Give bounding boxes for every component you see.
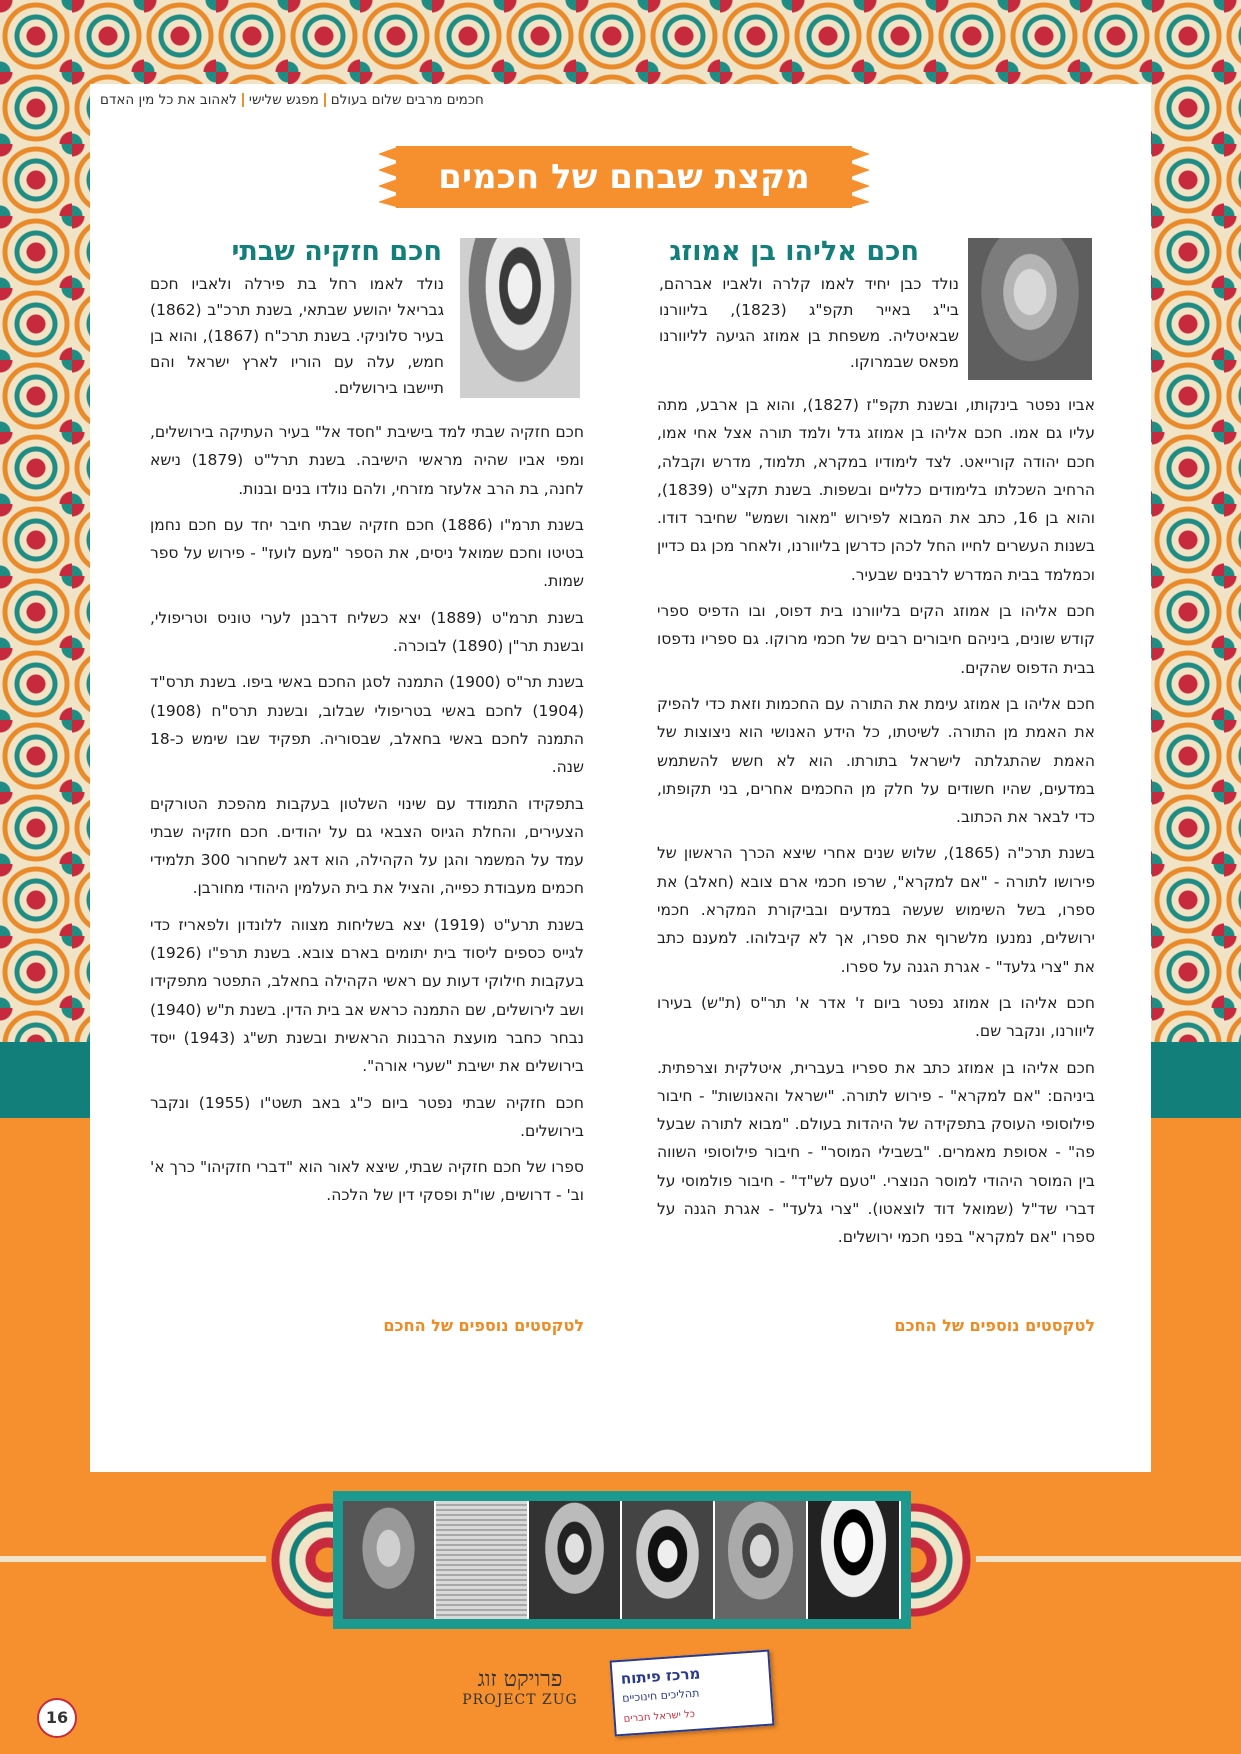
sage2-paragraph: ספרו של חכם חזקיה שבתי, שיצא לאור הוא "דברי חזקיהו" כרך א' וב' - דרושים, שו"ת ופסקי דין של הלכה. [150, 1158, 584, 1205]
sage-photo [808, 1501, 901, 1619]
tombstone-photo [436, 1501, 529, 1619]
sage1-paragraph: חכם אליהו בן אמוזג הקים בליוורנו בית דפוס, ובו הדפיס ספרי קודש שונים, ביניהם חיבורים רבים של חכמי מרוקו. גם ספריו נדפסו בבית הדפוס שהקים. [657, 602, 1095, 677]
title-banner [378, 146, 870, 208]
banner-zigzag-right [848, 146, 870, 208]
sage2-paragraph: בשנת תרע"ט (1919) יצא בשליחות מצווה ללונדון ולפאריז כדי לגייס כספים ליסוד בית יתומים בארם צובא. בשנת תרפ"ו (1926) בעקבות חילוקי דעות עם ראשי הקהילה בחאלב, התפטר מתפקידו ושב לירושלים, שם התמנה כראש אב בית הדין. בשנת ת"ש (1940) נבחר כחבר מועצת הרבנות הראשית ובשנת תש"ג (1943) ייסד בירושלים את ישיבת "שערי אורה". [150, 915, 584, 1076]
sages-photo-strip [333, 1491, 911, 1629]
center-logo-title: מרכז פיתוח [620, 1664, 701, 1688]
sage1-intro: נולד כבן יחיד לאמו קלרה ולאביו אברהם, בי"ג באייר תקפ"ג (1823), בליוורנו שבאיטליה. משפחת בן אמוזג הגיעה לליוורנו מפאס שבמרוקו. [659, 275, 959, 371]
sage2-name: חכם חזקיה שבתי [231, 236, 442, 267]
portrait-hizkiya-shabtai [460, 238, 580, 398]
sage1-paragraph: חכם אליהו בן אמוזג עימת את התורה עם החכמות וזאת כדי להפיק את האמת מן התורה. לשיטתו, כל הידע האנושי הוא ניצוצות של האמת שהתגלתה לישראל בתורתו. הוא לא חשש להשתמש במדעים, שהיו חשודים על חלק מן החכמים אחרים, בני תקופתו, כדי לבאר את הכתוב. [657, 694, 1095, 827]
sage2-intro: נולד לאמו רחל בת פירלה ולאביו חכם גבריאל יהושע שבתאי, בשנת תרכ"ב (1862) בעיר סלוניקי. בשנת תרכ"ח (1867), והוא בן חמש, עלה עם הוריו לארץ ישראל והם תיישבו בירושלים. [150, 275, 444, 397]
sage-photo [529, 1501, 622, 1619]
sage1-name: חכם אליהו בן אמוזג [669, 236, 919, 267]
sage2-paragraph: חכם חזקיה שבתי נפטר ביום כ"ג באב תשט"ו (1955) ונקבר בירושלים. [150, 1093, 584, 1140]
project-zug-logo [460, 1666, 580, 1714]
sage-photo [715, 1501, 808, 1619]
development-center-logo [610, 1650, 775, 1737]
center-logo-tag: כל ישראל חברים [623, 1708, 696, 1725]
sage1-paragraph: אביו נפטר בינקותו, ובשנת תקפ"ז (1827), והוא בן ארבע, מתה עליו גם אמו. חכם אליהו בן אמוזג גדל ולמד תורה אצל אחי אמו, חכם יהודה קורייאט. לצד לימודיו במקרא, תלמוד, מדרש וקבלה, הרחיב השכלתו בלימודים כלליים ובשפות. בשנת תקצ"ט (1839), והוא בן 16, כתב את המבוא לפירוש "מאור ושמש" שחיבר דודו. בשנות העשרים לחייו החל לכהן כדרשן בליוורנו, ולאחר מכן גם כדיין וכמלמד בבית המדרש לרבנים שבעיר. [657, 396, 1095, 584]
header-separator [324, 93, 326, 107]
photo-strip-inner [343, 1501, 901, 1619]
sage1-paragraph: חכם אליהו בן אמוזג כתב את ספריו בעברית, איטלקית וצרפתית. ביניהם: "אם למקרא" - פירוש לתורה. "ישראל והאנושות" - חיבור פילוסופי העוסק בתפקידה של היהדות בעולם. "מבוא לתורה שבעל פה" - אסופת מאמרים. "בשבילי המוסר" - חיבור פילוסופי השווה בין המוסר היהודי למוסר הנוצרי. "טעם לש"ד" - חיבור פולמוסי על דברי שד"ל (שמואל דוד לוצאטו). "צרי גלעד" - אגרת הגנה על ספרו "אם למקרא" בפני חכמי ירושלים. [657, 1058, 1095, 1247]
page-number: 16 [37, 1698, 77, 1738]
sage1-paragraph: בשנת תרכ"ה (1865), שלוש שנים אחרי שיצא הכרך הראשון של פירושו לתורה - "אם למקרא", שרפו חכמי ארם צובא (חאלב) את ספרו, בשל השימוש שעשה במדעים ובביקורת המקרא. חכמי ירושלים, נמנעו מלשרוף את ספרו, אך לא קיבלוהו. למענם כתב את "צרי גלעד" - אגרת הגנה על ספרו. [657, 844, 1095, 976]
sage2-body [150, 418, 584, 1218]
sage2-paragraph: בתפקידו התמודד עם שינוי השלטון בעקבות מהפכת הטורקים הצעירים, והחלת הגיוס הצבאי גם על יהודים. חכם חזקיה שבתי עמד על המשמר והגן על הקהילה, הוא דאג לשחרור 300 תלמידי חכמים מעבודת כפייה, והציל את בית העלמין היהודי מחורבן. [150, 794, 584, 898]
page-title: מקצת שבחם של חכמים [396, 146, 852, 208]
sage2-paragraph: בשנת תר"ס (1900) התמנה לסגן החכם באשי ביפו. בשנת תרס"ד (1904) לחכם באשי בטריפולי שבלוב, ובשנת תרס"ח (1908) התמנה לחכם באשי בחאלב, שבסוריה. תפקיד שבו שימש כ-18 שנה. [150, 673, 584, 777]
center-logo-subtitle: תהליכים חינוכיים [621, 1686, 700, 1705]
sage1-more-texts-link[interactable]: לטקסטים נוספים של החכם [894, 1316, 1095, 1335]
zug-logo-hebrew: פרויקט זוג [477, 1667, 563, 1692]
sage1-body [657, 391, 1095, 1260]
header-part-3: לאהוב את כל מין האדם [100, 92, 237, 108]
header-separator [242, 93, 244, 107]
sage-photo [622, 1501, 715, 1619]
sage1-paragraph: חכם אליהו בן אמוזג נפטר ביום ז' אדר א' תר"ס (ת"ש) בעירו ליוורנו, ונקבר שם. [657, 993, 1095, 1041]
header-part-1: חכמים מרבים שלום בעולם [330, 92, 484, 108]
running-header [100, 92, 484, 112]
sage2-paragraph: בשנת תרמ"ט (1889) יצא כשליח דרבנן לערי טוניס וטריפולי, ובשנת תר"ן (1890) לבוכרה. [150, 608, 584, 656]
sage-photo [343, 1501, 436, 1619]
zug-logo-english: PROJECT ZUG [462, 1692, 578, 1708]
sage2-paragraph: בשנת תרמ"ו (1886) חכם חזקיה שבתי חיבר יחד עם חכם נחמן בטיטו וחכם שמואל ניסים, את הספר "מעם לועז" - פירוש על ספר שמות. [150, 515, 584, 591]
header-part-2: מפגש שלישי [248, 92, 319, 108]
sage2-more-texts-link[interactable]: לטקסטים נוספים של החכם [383, 1316, 584, 1335]
portrait-eliyahu-ben-amozeg [968, 238, 1092, 380]
sage2-paragraph: חכם חזקיה שבתי למד בישיבת "חסד אל" בעיר העתיקה בירושלים, ומפי אביו שהיה מראשי הישיבה. בשנת תרל"ט (1879) נישא לחנה, בת הרב אלעזר מזרחי, ולהם נולדו בנים ובנות. [150, 423, 584, 498]
